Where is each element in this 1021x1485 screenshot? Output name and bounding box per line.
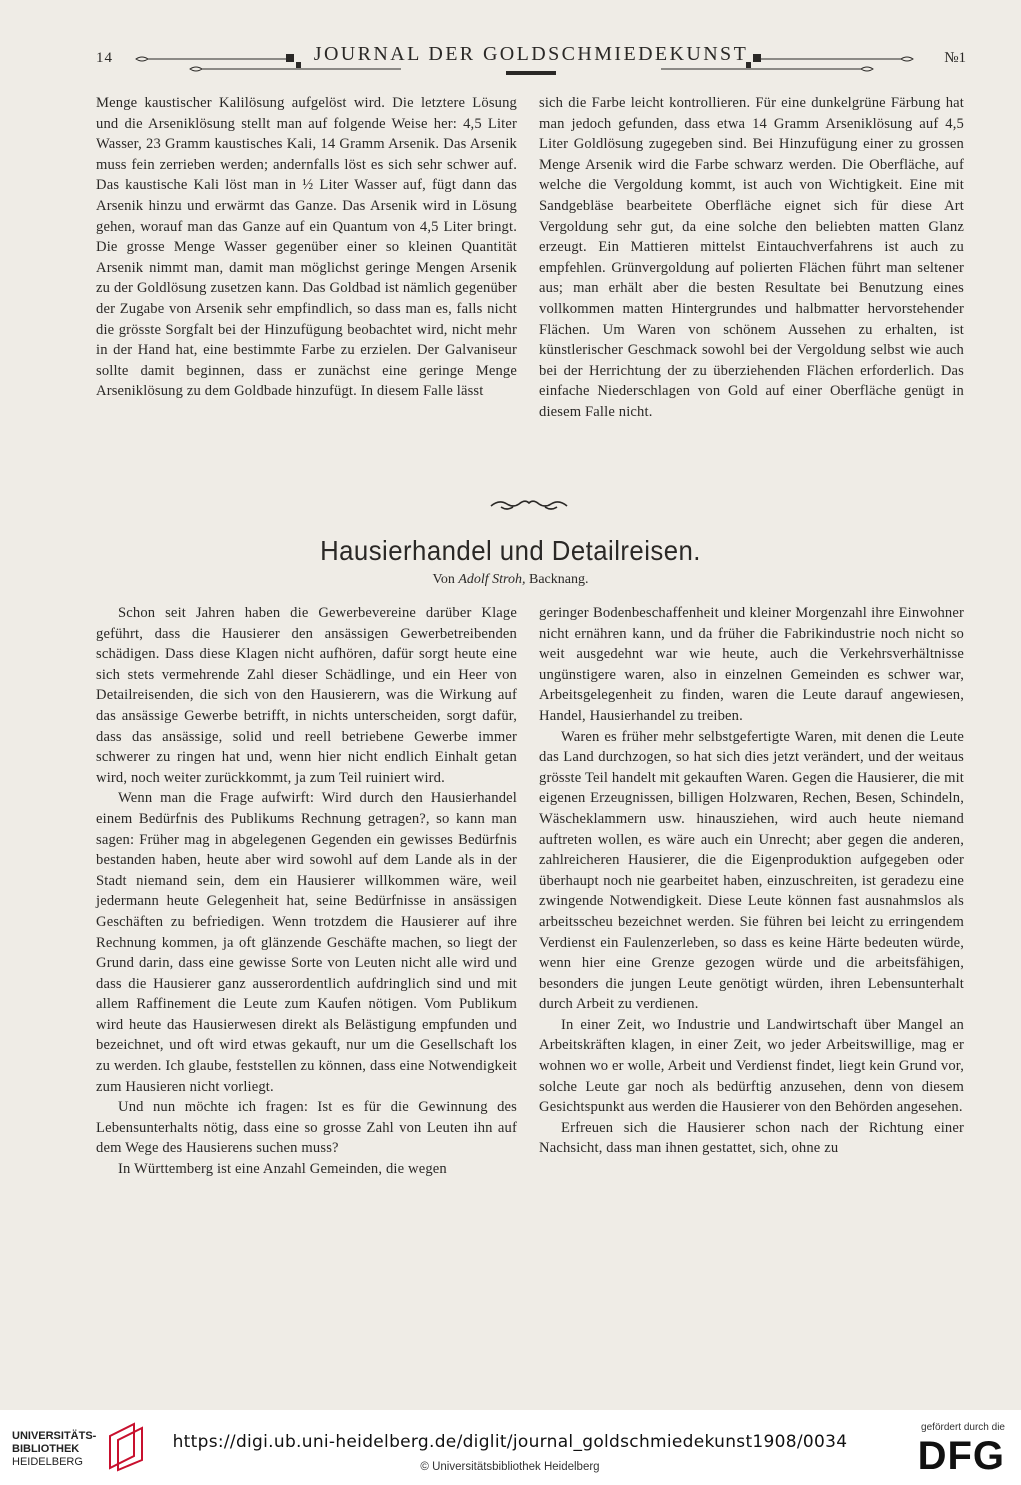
copyright-notice: © Universitätsbibliothek Heidelberg	[420, 1461, 600, 1473]
byline-prefix: Von	[432, 572, 455, 587]
library-name	[12, 1430, 96, 1469]
paragraph: Menge kaustischer Kalilösung aufgelöst wird. Die letztere Lösung und die Arseniklösung stellt man auf folgende Weise her: 4,5 Liter Wasser, 23 Gramm kaustisches Kali, 14 Gramm Arsenik. Das Arsenik muss fein zerrieben werden; andernfalls löst es sich sehr schwer auf. Das kaustische Kali löst man in ½ Liter Wasser auf, fügt dann das Arsenik hinzu und erwärmt das Ganze. Das Arsenik wird in Lösung gehen, worauf man das Ganze auf ein Quantum von 4,5 Liter bringt. Die grosse Menge Wasser gegenüber einer so kleinen Quantität Arsenik nimmt man, damit man möglichst geringe Mengen Arsenik zu der Goldlösung zusetzen kann. Das Goldbad ist nämlich gegenüber der Zugabe von Arsenik sehr empfindlich, so dass man es, falls nicht die grösste Sorgfalt bei der Hinzufügung beobachtet wird, nicht mehr in der Hand hat, eine bestimmte Farbe zu erzielen. Der Galvaniseur sollte damit beginnen, dass er zunächst eine geringe Menge Arseniklösung zu dem Goldbade hinzufügt. In diesem Falle lässt	[96, 95, 517, 400]
paragraph: Wenn man die Frage aufwirft: Wird durch den Hausierhandel einem Bedürfnis des Publikums Rechnung getragen?, so kann man sagen: Früher mag in abgelegenen Gegenden ein gewisses Bedürfnis bestanden haben, heute aber wird sowohl auf dem Lande als in der Stadt niemand sein, dem ein Hausierer willkommen wäre, weil jedermann heute Gelegenheit hat, seine Bedürfnisse in ansässigen Geschäften zu befriedigen. Wenn trotzdem die Hausierer auf ihre Rechnung kommen, ja oft glänzende Geschäfte machen, so liegt der Grund darin, dass eine gewisse Sorte von Leuten nicht alle wird und dass die Hausierer ganz ausserordentlich aufdringlich sind und mit allem Raffinement die Leute zum Kaufen nötigen. Vom Publikum wird heute das Hausierwesen direkt als Belästigung empfunden und bezeichnet, und oft wird etwas gekauft, nur um die Gesellschaft los zu werden. Ich glaube, feststellen zu können, dass eine Notwendigkeit zum Hausieren nicht vorliegt.	[96, 790, 517, 1095]
running-header	[96, 42, 966, 76]
author-location: Backnang.	[528, 572, 589, 587]
library-line-3: HEIDELBERG	[12, 1456, 83, 1468]
paragraph: Waren es früher mehr selbstgefertigte Waren, mit denen die Leute das Land durchzogen, so hat sich dies jetzt verändert, und der weitaus grösste Teil handelt mit gekauften Waren. Gegen die Hausierer, die mit eigenen Erzeugnissen, billigen Holzwaren, Rechen, Besen, Schindeln, Wäscheklammern usw. hinausziehen, wird auch heute niemand auftreten wollen, es wäre auch ein Unrecht; aber gegen die anderen, zahlreicheren Hausierer, die die Eigenproduktion aufgegeben oder überhaupt noch nie gearbeitet haben, einzuschreiten, ist geradezu eine zwingende Notwendigkeit. Diese Leute können fast ausnahmslos als arbeitsscheu bezeichnet werden. Sie führen bei leicht zu erringendem Verdienst ein Faulenzerleben, so dass es keine Härte bedeuten würde, wenn hier eine Grenze gezogen würde und die arbeitsfähigen, besonders die jungen Leute genötigt würden, ihren Lebensunterhalt durch Arbeit zu verdienen.	[539, 728, 964, 1013]
library-line-2: BIBLIOTHEK	[12, 1443, 80, 1455]
article-right-column	[539, 603, 964, 1159]
library-emblem-icon	[104, 1422, 150, 1472]
library-line-1: UNIVERSITÄTS-	[12, 1430, 97, 1442]
paragraph: Erfreuen sich die Hausierer schon nach der Richtung einer Nachsicht, dass man ihnen gestattet, sich, ohne zu	[539, 1119, 964, 1157]
top-left-column	[96, 93, 517, 402]
issue-number: №1	[944, 50, 966, 66]
permalink-url[interactable]: https://digi.ub.uni-heidelberg.de/diglit/journal_goldschmiedekunst1908/0034	[172, 1432, 848, 1452]
paragraph: In einer Zeit, wo Industrie und Landwirtschaft über Mangel an Arbeitskräften klagen, in einer Zeit, wo jeder Arbeitswillige, mag er wohnen wo er wolle, Arbeit und Verdienst findet, liegt kein Grund vor, solche Leute gar noch als bedürftig anzusehen, denn von diesem Gesichtspunkt aus werden die Hausierer von den Behörden angesehen.	[539, 1016, 964, 1116]
paragraph: geringer Bodenbeschaffenheit und kleiner Morgenzahl ihre Einwohner nicht ernähren kann, und da früher die Fabrikindustrie noch nicht so weit ausgedehnt war wie heute, auch die Verkehrsverhältnisse ungünstigere waren, also in einzelnen Gemeinden es schwer war, Arbeitsgelegenheit zu finden, waren die Leute darauf angewiesen, Handel, Hausierhandel zu treiben.	[539, 605, 964, 724]
top-right-column	[539, 93, 964, 423]
journal-title: JOURNAL DER GOLDSCHMIEDEKUNST	[313, 43, 749, 65]
page-number: 14	[96, 50, 113, 66]
funder-name: DFG	[917, 1434, 1005, 1478]
article-title: Hausierhandel und Detailreisen.	[320, 535, 701, 566]
author-name: Adolf Stroh,	[458, 572, 526, 587]
article-byline	[0, 572, 1021, 588]
funding-label: gefördert durch die	[921, 1422, 1005, 1433]
paragraph: sich die Farbe leicht kontrollieren. Für eine dunkelgrüne Färbung hat man jedoch gefunden, dass etwa 14 Gramm Arseniklösung auf 4,5 Liter Goldlösung zugegeben sind. Bei Hinzufügung einer zu grossen Menge Arsenik wird die Farbe schwarz werden. Die Oberfläche, auf welche die Vergoldung kommt, ist auch von Wichtigkeit. Eine mit Sandgebläse bearbeitete Oberfläche eignet sich für diese Art Vergoldung sehr gut, da eine solche den beliebten matten Glanz erzeugt. Ein Mattieren mittelst Eintauchverfahrens ist auch zu empfehlen. Grünvergoldung auf polierten Flächen führt man seltener aus; man erhält aber die besten Resultate bei Benutzung eines vollkommen matten Hintergrundes und halbmatter hervorstehender Flächen. Um Waren von schönem Aussehen zu erhalten, ist künstlerischer Geschmack sowohl bei der Vergoldung selbst wie auch bei der Herrichtung der zu überziehenden Flächen erforderlich. Das einfache Niederschlagen von Gold auf einer Oberfläche genügt in diesem Falle nicht.	[539, 95, 964, 420]
section-divider-ornament	[487, 497, 571, 513]
paragraph: Und nun möchte ich fragen: Ist es für die Gewinnung des Lebensunterhalts nötig, dass eine so grosse Zahl von Leuten ihn auf dem Wege des Hausierens suchen muss?	[96, 1099, 517, 1157]
article-left-column	[96, 603, 517, 1180]
paragraph: In Württemberg ist eine Anzahl Gemeinden, die wegen	[118, 1161, 447, 1178]
dfg-logo[interactable]	[895, 1422, 1005, 1478]
library-logo[interactable]	[12, 1430, 162, 1478]
paragraph: Schon seit Jahren haben die Gewerbevereine darüber Klage geführt, dass die Hausierer den ansässigen Gewerbetreibenden schädigen. Dass diese Klagen nicht aufhören, dafür sorgt heute eine sich stets vermehrende Zahl dieser Schädlinge, und ein Heer von Detailreisenden, die sich von den Hausierern, was die Wirkung auf das ansässige Gewerbe betrifft, in nichts unterscheiden, sorgt dafür, dass das ansässige, solid und reell betriebene Gewerbe immer schwerer zu ringen hat und, wenn hier nicht endlich Einhalt getan wird, noch weiter zurückkommt, ja zum Teil ruiniert wird.	[96, 605, 517, 786]
footer-bar	[0, 1410, 1021, 1485]
